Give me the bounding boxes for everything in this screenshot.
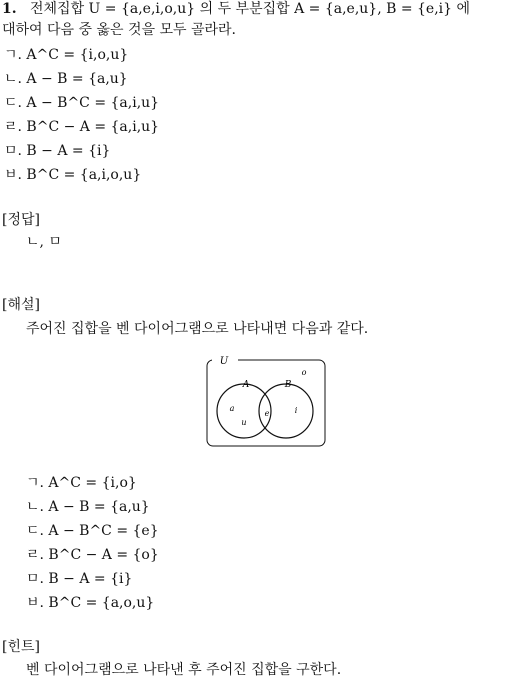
set-a-circle [217,384,271,438]
option-3: ㄷ. A − B^C = {a,i,u} [4,95,160,111]
venn-diagram [204,352,330,452]
option-6: ㅂ. B^C = {a,i,o,u} [4,167,142,183]
result-6: ㅂ. B^C = {a,o,u} [26,595,155,611]
hint-text: 벤 다이어그램으로 나타낸 후 주어진 집합을 구한다. [26,662,342,678]
explanation-header: [해설] [2,297,40,313]
option-1: ㄱ. A^C = {i,o,u} [4,47,129,63]
set-b-label: B [284,380,292,390]
answer-header: [정답] [2,212,40,228]
universe-label: U [219,356,229,367]
universe-rectangle [207,360,325,446]
result-3: ㄷ. A − B^C = {e} [26,523,159,539]
problem-line-1: 전체집합 U = {a,e,i,o,u} 의 두 부분집합 A = {a,e,u}, B = {e,i} 에 [30,1,471,17]
result-5: ㅁ. B − A = {i} [26,571,133,587]
option-5: ㅁ. B − A = {i} [4,143,111,159]
hint-header: [힌트] [2,639,40,655]
outside-element: o [301,368,307,377]
result-1: ㄱ. A^C = {i,o} [26,475,137,491]
set-a-label: A [242,380,250,390]
result-4: ㄹ. B^C − A = {o} [26,547,159,563]
result-2: ㄴ. A − B = {a,u} [26,499,150,515]
option-2: ㄴ. A − B = {a,u} [4,71,128,87]
option-4: ㄹ. B^C − A = {a,i,u} [4,119,160,135]
b-only-element: i [294,406,298,415]
answer-value: ㄴ, ㅁ [26,234,62,250]
a-only-element-1: a [229,404,235,413]
explanation-intro: 주어진 집합을 벤 다이어그램으로 나타내면 다음과 같다. [26,321,369,337]
problem-line-2: 대하여 다음 중 옳은 것을 모두 골라라. [2,22,237,38]
a-only-element-2: u [241,418,247,427]
problem-number: 1. [2,1,17,17]
intersection-element: e [264,409,270,418]
